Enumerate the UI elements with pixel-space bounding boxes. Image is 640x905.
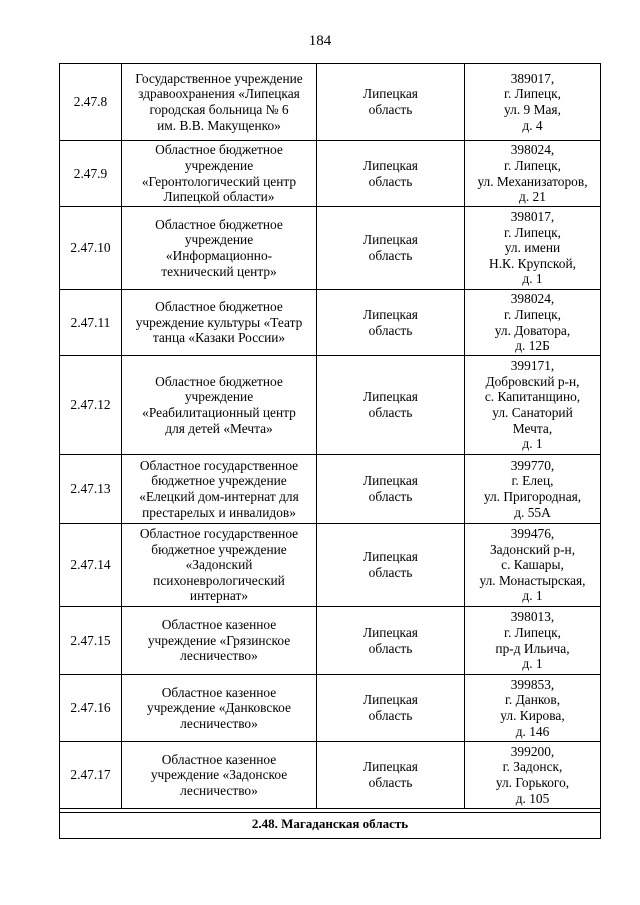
address	[465, 356, 601, 455]
row-number: 2.47.16	[60, 675, 122, 742]
text-line: 399853,	[510, 676, 555, 692]
text-line: д. 12Б	[515, 338, 550, 354]
text-line: д. 4	[522, 117, 543, 133]
text-line: область	[368, 708, 413, 723]
text-line: д. 105	[515, 790, 550, 806]
text-line: ул. 9 Мая,	[504, 102, 561, 117]
text-line: Липецкая	[363, 624, 418, 640]
address	[465, 207, 601, 290]
row-number: 2.47.13	[60, 455, 122, 524]
text-line: д. 1	[522, 271, 543, 287]
text-line: Липецкая	[363, 759, 418, 775]
text-line: Областное казенное	[161, 617, 277, 633]
text-line: технический центр»	[161, 263, 277, 279]
registry-table	[59, 63, 601, 839]
text-line: область	[368, 640, 413, 656]
text-line: ул. Пригородная,	[483, 489, 582, 504]
page-number: 184	[308, 33, 332, 49]
section-heading	[60, 809, 601, 839]
text-line: область	[368, 248, 413, 263]
address	[465, 607, 601, 675]
text-line: г. Данков,	[504, 692, 561, 708]
text-line: Липецкая	[363, 473, 418, 489]
text-line: бюджетное учреждение	[151, 473, 287, 489]
institution-name	[122, 290, 317, 356]
text-line: 399770,	[510, 457, 555, 473]
address	[465, 742, 601, 809]
text-line: область	[368, 775, 413, 790]
text-line: область	[368, 173, 413, 189]
row-number: 2.47.17	[60, 742, 122, 809]
text-line: ул. Горького,	[495, 775, 570, 790]
row-number: 2.47.15	[60, 607, 122, 675]
region	[317, 607, 465, 675]
table-row	[60, 742, 601, 809]
institution-name	[122, 607, 317, 675]
region	[317, 290, 465, 356]
section-heading-text: 2.48. Магаданская область	[60, 812, 600, 835]
region	[317, 207, 465, 290]
region	[317, 64, 465, 141]
text-line: пр-д Ильича,	[495, 640, 570, 656]
text-line: 398024,	[510, 142, 555, 158]
text-line: «Задонский	[185, 557, 253, 573]
region	[317, 141, 465, 207]
text-line: учреждение «Данковское	[147, 700, 291, 716]
table-row	[60, 64, 601, 141]
text-line: учреждение культуры «Театр	[135, 314, 303, 330]
text-line: Добровский р-н,	[485, 373, 580, 389]
text-line: ул. имени	[504, 240, 561, 256]
text-line: г. Липецк,	[503, 86, 562, 102]
text-line: Липецкая	[363, 692, 418, 708]
text-line: учреждение	[184, 232, 254, 248]
address	[465, 455, 601, 524]
text-line: «Елецкий дом-интернат для	[139, 489, 299, 504]
text-line: Областное бюджетное	[155, 299, 283, 315]
text-line: Областное бюджетное	[155, 142, 283, 158]
table-row	[60, 290, 601, 356]
institution-name	[122, 455, 317, 524]
institution-name	[122, 64, 317, 141]
text-line: Липецкая	[363, 86, 418, 102]
region	[317, 742, 465, 809]
row-number: 2.47.10	[60, 207, 122, 290]
region	[317, 524, 465, 607]
row-number: 2.47.9	[60, 141, 122, 207]
text-line: «Информационно-	[165, 248, 273, 263]
institution-name	[122, 742, 317, 809]
text-line: область	[368, 405, 413, 420]
text-line: Задонский р-н,	[489, 541, 576, 557]
table-row	[60, 141, 601, 207]
text-line: ул. Санаторий	[492, 405, 573, 420]
text-line: область	[368, 322, 413, 338]
text-line: 399200,	[510, 743, 555, 759]
text-line: Государственное учреждение	[135, 70, 303, 86]
text-line: г. Липецк,	[503, 624, 562, 640]
text-line: интернат»	[189, 588, 249, 604]
text-line: ул. Механизаторов,	[477, 173, 588, 189]
text-line: 399476,	[510, 526, 555, 542]
table-row	[60, 524, 601, 607]
text-line: Областное бюджетное	[155, 216, 283, 232]
text-line: здравоохранения «Липецкая	[138, 86, 300, 102]
text-line: с. Кашары,	[501, 557, 564, 573]
text-line: г. Задонск,	[502, 759, 563, 775]
row-number: 2.47.11	[60, 290, 122, 356]
text-line: престарелых и инвалидов»	[142, 504, 296, 520]
text-line: г. Липецк,	[503, 224, 562, 240]
text-line: психоневрологический	[153, 572, 285, 588]
institution-name	[122, 356, 317, 455]
address	[465, 141, 601, 207]
text-line: ул. Доватора,	[494, 322, 571, 338]
text-line: д. 146	[515, 723, 550, 739]
table-row	[60, 455, 601, 524]
text-line: учреждение	[184, 157, 254, 173]
institution-name	[122, 524, 317, 607]
table-row	[60, 207, 601, 290]
institution-name	[122, 207, 317, 290]
text-line: г. Елец,	[511, 473, 554, 489]
institution-name	[122, 675, 317, 742]
text-line: 398024,	[510, 291, 555, 307]
row-number: 2.47.14	[60, 524, 122, 607]
text-line: область	[368, 565, 413, 580]
text-line: «Реабилитационный центр	[142, 405, 296, 420]
address	[465, 290, 601, 356]
text-line: область	[368, 102, 413, 117]
text-line: Липецкая	[363, 157, 418, 173]
table-row	[60, 675, 601, 742]
text-line: с. Капитанщино,	[484, 389, 581, 405]
text-line: д. 1	[522, 588, 543, 604]
text-line: д. 1	[522, 656, 543, 672]
text-line: 389017,	[510, 70, 555, 86]
text-line: для детей «Мечта»	[165, 420, 273, 436]
text-line: Областное казенное	[161, 684, 277, 700]
region	[317, 675, 465, 742]
text-line: учреждение	[184, 389, 254, 405]
institution-name	[122, 141, 317, 207]
text-line: Областное государственное	[139, 526, 299, 542]
text-line: ул. Монастырская,	[479, 572, 586, 588]
section-row	[60, 809, 601, 839]
text-line: «Геронтологический центр	[141, 173, 297, 189]
text-line: 398017,	[510, 209, 555, 225]
text-line: им. В.В. Макущенко»	[157, 117, 281, 133]
text-line: учреждение «Задонское	[150, 767, 288, 783]
text-line: лесничество»	[180, 715, 258, 731]
text-line: д. 21	[519, 189, 546, 205]
text-line: область	[368, 489, 413, 504]
table-row	[60, 356, 601, 455]
text-line: танца «Казаки России»	[152, 330, 286, 346]
text-line: 399171,	[510, 358, 555, 374]
address	[465, 64, 601, 141]
table-row	[60, 607, 601, 675]
text-line: городская больница № 6	[149, 102, 289, 117]
text-line: Областное государственное	[139, 457, 299, 473]
row-number: 2.47.12	[60, 356, 122, 455]
text-line: лесничество»	[180, 782, 258, 798]
text-line: ул. Кирова,	[500, 708, 565, 723]
text-line: Липецкая	[363, 306, 418, 322]
text-line: Мечта,	[512, 420, 553, 436]
region	[317, 356, 465, 455]
text-line: 398013,	[510, 609, 555, 625]
region	[317, 455, 465, 524]
text-line: учреждение «Грязинское	[147, 632, 291, 648]
address	[465, 524, 601, 607]
text-line: Липецкая	[363, 389, 418, 405]
text-line: г. Липецк,	[503, 306, 562, 322]
row-number: 2.47.8	[60, 64, 122, 141]
text-line: Липецкая	[363, 232, 418, 248]
text-line: д. 1	[522, 436, 543, 452]
text-line: Областное казенное	[161, 751, 277, 767]
text-line: Областное бюджетное	[155, 373, 283, 389]
text-line: Липецкая	[363, 549, 418, 565]
text-line: лесничество»	[180, 648, 258, 664]
registry-table-body	[60, 64, 601, 839]
text-line: Н.К. Крупской,	[489, 255, 576, 271]
text-line: Липецкой области»	[163, 189, 275, 205]
text-line: г. Липецк,	[503, 157, 562, 173]
text-line: бюджетное учреждение	[151, 541, 287, 557]
text-line: д. 55А	[514, 504, 551, 520]
address	[465, 675, 601, 742]
